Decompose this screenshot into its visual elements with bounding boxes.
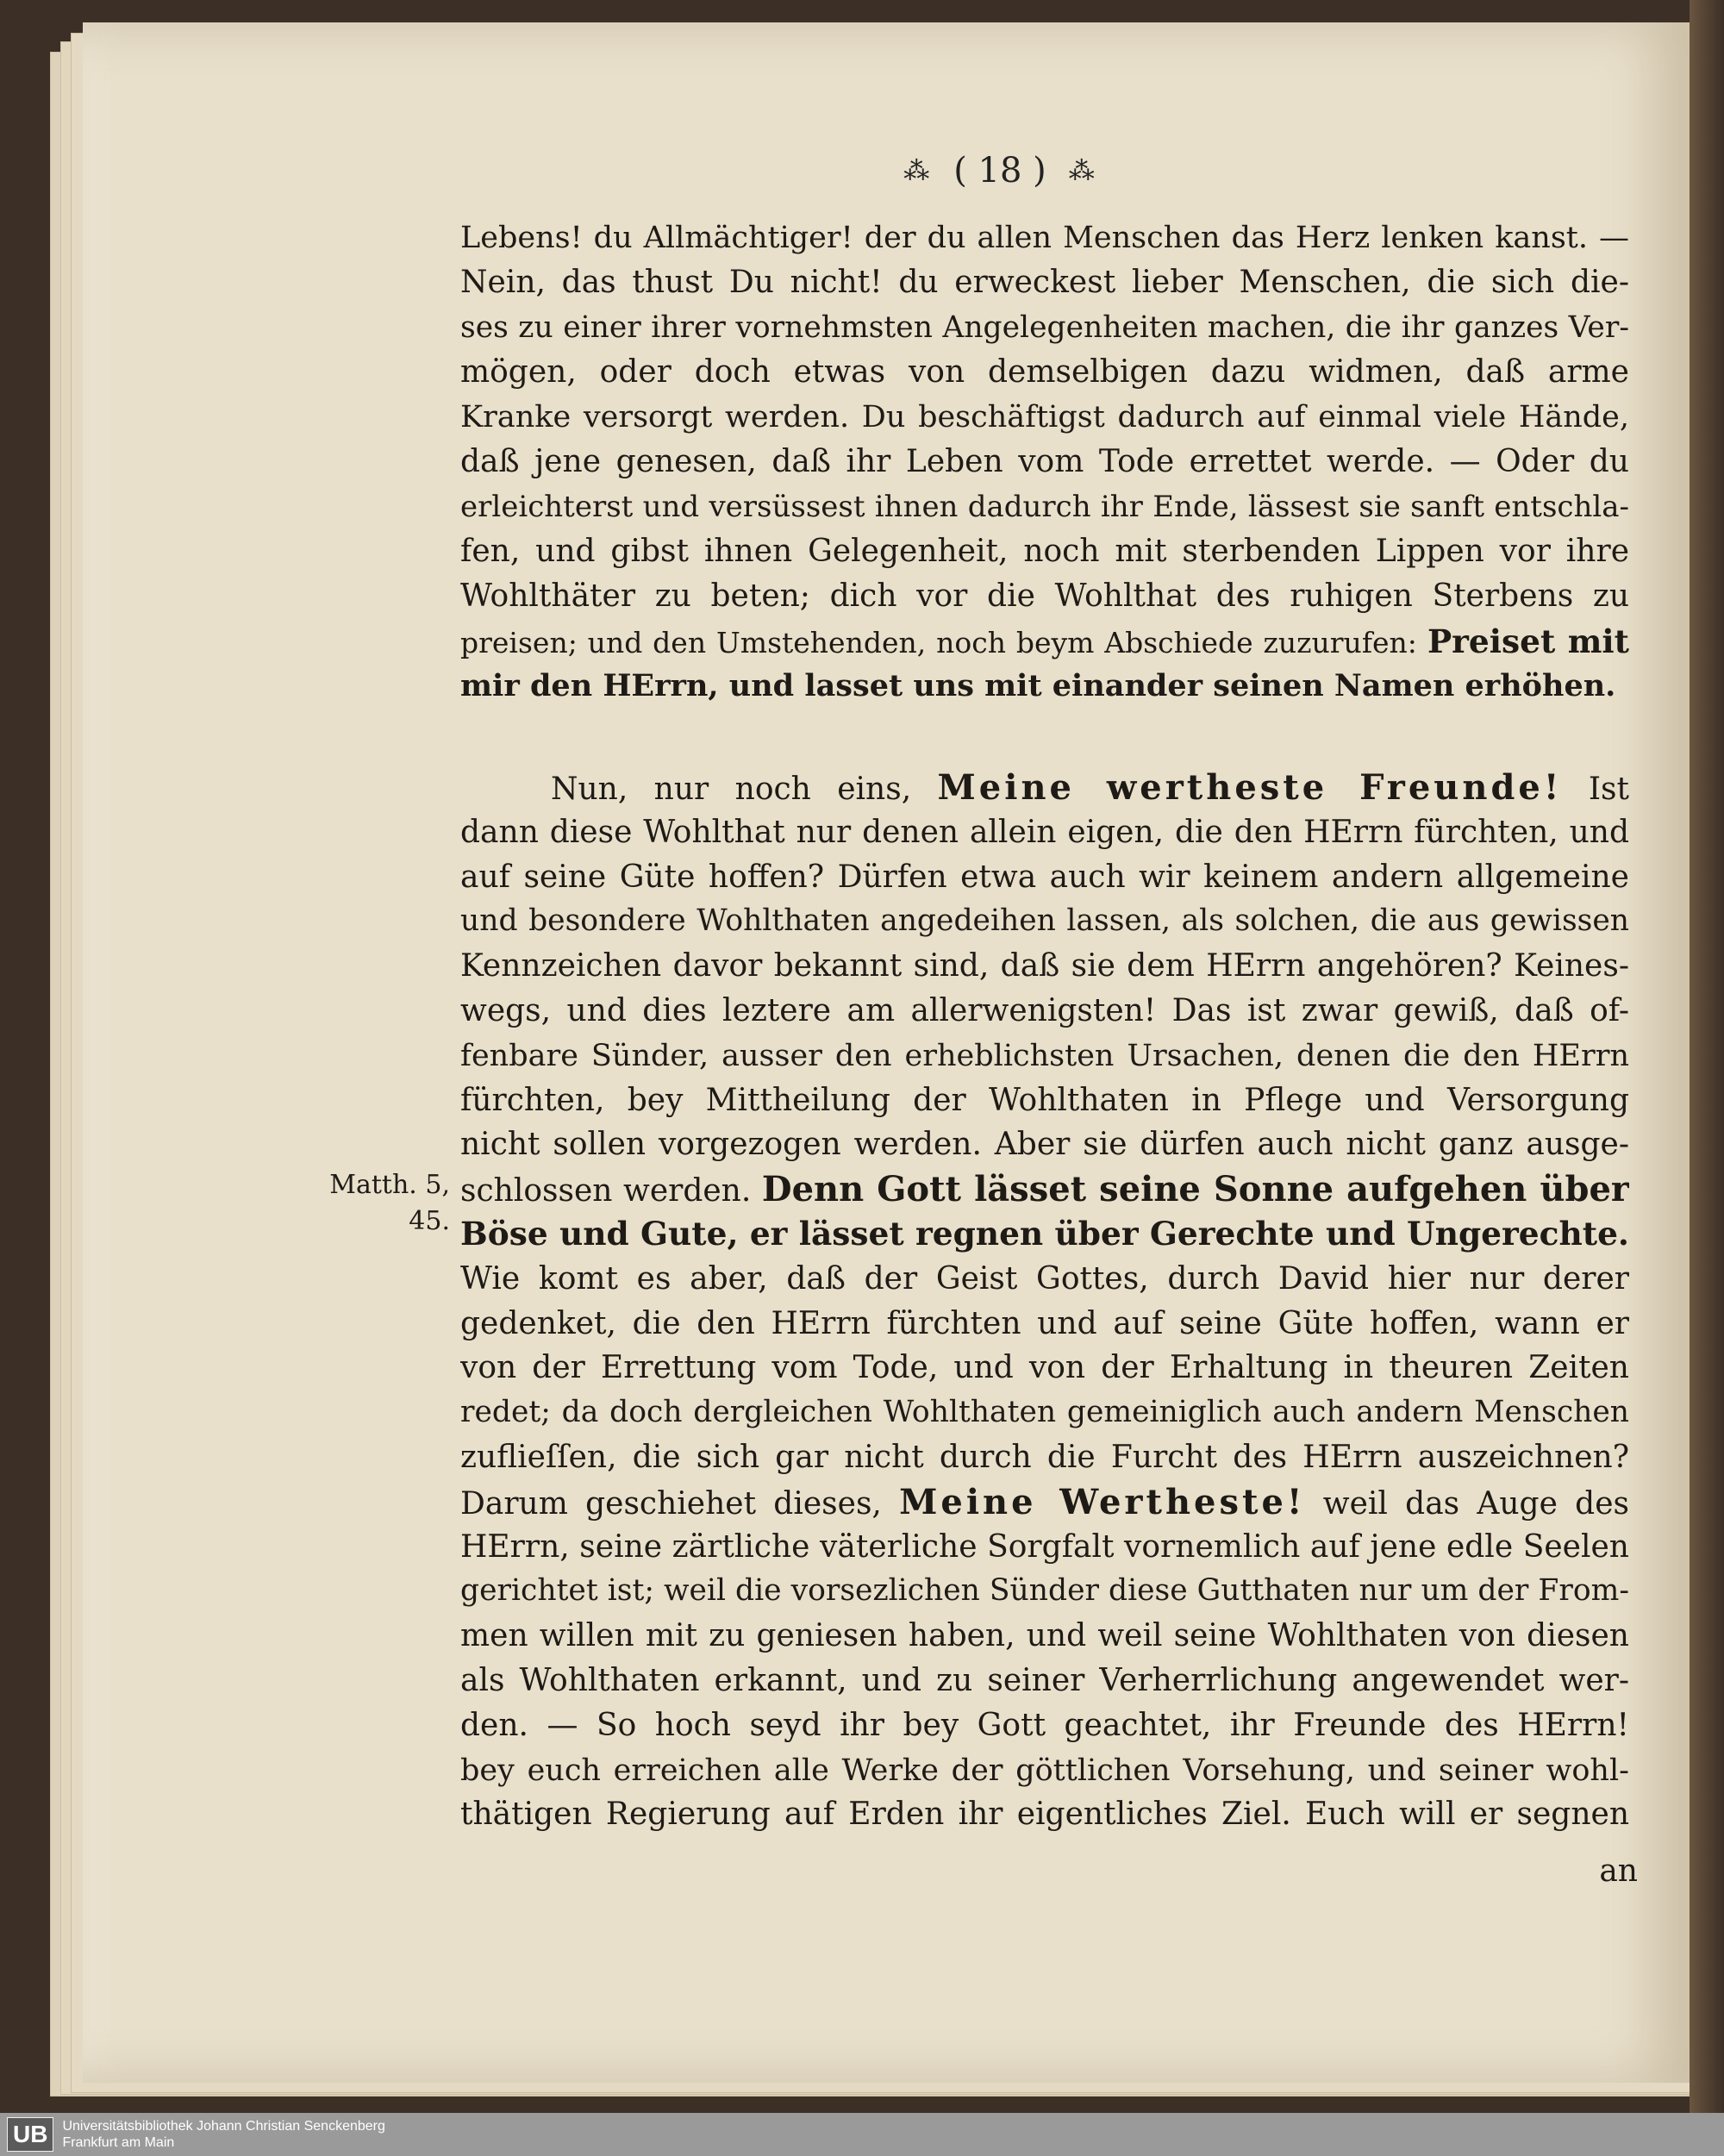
line-text: thätigen Regierung auf Erden ihr eigentliches Ziel. Euch will er segnen [460,1797,1629,1833]
line-text: Nun, nur noch eins, [551,772,912,807]
emphasis-text: Preiset mit [1427,622,1629,660]
library-logo: UB [7,2117,53,2152]
line-text: ses zu einer ihrer vornehmsten Angelegenheiten machen, die ihr ganzes Ver- [460,310,1629,345]
line-text: schlossen werden. [460,1173,752,1209]
text-line [460,899,1629,944]
spaced-text: Meine Wertheste! [899,1481,1306,1522]
text-line [460,1390,1629,1435]
line-text: wegs, und dies leztere am allerwenigsten! Das ist zwar gewiß, daß of- [460,992,1629,1028]
line-text: den. — So hoch seyd ihr bey Gott geachtet, ihr Freunde des HErrn! [460,1707,1629,1743]
line-text: Wie komt es aber, daß der Geist Gottes, durch David hier nur derer [460,1260,1629,1297]
emphasis-text: Denn Gott lässet seine Sonne aufgehen über [761,1169,1629,1210]
text-line [460,1212,1629,1257]
line-text: Nein, das thust Du nicht! du erweckest lieber Menschen, die sich die- [460,265,1629,300]
text-line [460,574,1629,619]
text-line [460,1525,1629,1570]
text-line [460,305,1629,350]
text-line [460,855,1629,900]
line-text: fürchten, bey Mittheilung der Wohlthaten in Pflege und Versorgung [460,1082,1629,1118]
line-text: und besondere Wohlthaten angedeihen lassen, als solchen, die aus gewissen [460,903,1629,939]
line-text: von der Errettung vom Tode, und von der Erhaltung in theuren Zeiten [460,1350,1629,1386]
text-line [460,1122,1629,1167]
spaced-text: Meine wertheste Freunde! [937,767,1563,808]
line-text: dann diese Wohlthat nur denen allein eigen, die den HErrn fürchten, und [460,814,1629,850]
text-line [460,1167,1629,1212]
ornament-left: ⁂ [903,155,932,186]
line-text: Lebens! du Allmächtiger! der du allen Menschen das Herz lenken kanst. — [460,221,1629,255]
text-line [460,484,1629,529]
page-header [759,145,1241,197]
text-line [460,1257,1629,1302]
line-text: Wohlthäter zu beten; dich vor die Wohlthat des ruhigen Sterbens zu [460,578,1629,614]
line-text: erleichterst und versüssest ihnen dadurch ihr Ende, lässest sie sanft entschla- [460,490,1629,524]
text-line [460,1569,1629,1614]
text-line [460,216,1629,260]
line-text: weil das Auge des [1322,1485,1629,1522]
text-line [460,664,1629,709]
line-text: nicht sollen vorgezogen werden. Aber sie dürfen auch nicht ganz ausge- [460,1127,1629,1163]
library-city: Frankfurt am Main [62,2135,175,2150]
text-line [460,1703,1629,1748]
catchword: an [1599,1853,1638,1889]
text-line [460,1792,1629,1837]
library-footer [0,2113,1724,2156]
line-text: HErrn, seine zärtliche väterliche Sorgfalt vornemlich auf jene edle Seelen [460,1528,1629,1565]
ornament-right: ⁂ [1068,155,1096,186]
text-line [460,766,1629,810]
text-line [460,1435,1629,1480]
text-line [460,1078,1629,1123]
line-text: Ist [1588,772,1629,807]
line-text: Kennzeichen davor bekannt sind, daß sie dem HErrn angehören? Keines- [460,948,1629,984]
text-line [460,810,1629,855]
text-line [460,1659,1629,1703]
text-line [460,395,1629,440]
line-text: daß jene genesen, daß ihr Leben vom Tode errettet werde. — Oder du [460,444,1629,479]
text-line [460,944,1629,989]
line-text: bey euch erreichen alle Werke der göttlichen Vorsehung, und seiner wohl- [460,1753,1629,1788]
page-number: ( 18 ) [953,151,1046,191]
text-line [460,1614,1629,1659]
line-text: gerichtet ist; weil die vorsezlichen Sünder diese Gutthaten nur um der From- [460,1573,1629,1609]
text-line [460,440,1629,484]
line-text: mögen, oder doch etwas von demselbigen dazu widmen, daß arme [460,354,1629,390]
line-text: Darum geschiehet dieses, [460,1485,882,1522]
library-credit [62,2118,384,2151]
emphasis-text: mir den HErrn, und lasset uns mit einander seinen Namen erhöhen. [460,668,1616,703]
text-line [460,529,1629,574]
line-text: zuflieſſen, die sich gar nicht durch die Furcht des HErrn auszeichnen? [460,1439,1629,1475]
line-text: gedenket, die den HErrn fürchten und auf seine Güte hoffen, wann er [460,1305,1629,1341]
text-line [460,260,1629,305]
line-text: als Wohlthaten erkannt, und zu seiner Verherrlichung angewendet wer- [460,1662,1629,1698]
line-text: fen, und gibst ihnen Gelegenheit, noch mit sterbenden Lippen vor ihre [460,534,1629,569]
text-line [460,1346,1629,1390]
emphasis-text: Böse und Gute, er lässet regnen über Gerechte und Ungerechte. [460,1214,1629,1253]
paragraph-2 [460,766,1629,1837]
line-text: auf seine Güte hoffen? Dürfen etwa auch wir keinem andern allgemeine [460,859,1629,895]
text-line [460,1748,1629,1793]
book-gutter [1690,0,1724,2113]
margin-note-reference: Matth. 5, 45. [329,1170,450,1236]
text-line [460,1302,1629,1347]
text-line [460,350,1629,395]
text-line [460,1034,1629,1078]
text-line [460,989,1629,1034]
line-text: preisen; und den Umstehenden, noch beym Abschiede zuzurufen: [460,626,1417,659]
line-text: redet; da doch dergleichen Wohlthaten gemeiniglich auch andern Menschen [460,1395,1629,1430]
library-name: Universitätsbibliothek Johann Christian Senckenberg [62,2119,385,2134]
line-text: men willen mit zu geniesen haben, und weil seine Wohlthaten von diesen [460,1618,1629,1654]
text-line [460,619,1629,664]
line-text: Kranke versorgt werden. Du beschäftigst dadurch auf einmal viele Hände, [460,400,1629,434]
text-line [460,1480,1629,1525]
paragraph-1 [460,216,1629,709]
line-text: fenbare Sünder, ausser den erheblichsten Ursachen, denen die den HErrn [460,1038,1629,1073]
